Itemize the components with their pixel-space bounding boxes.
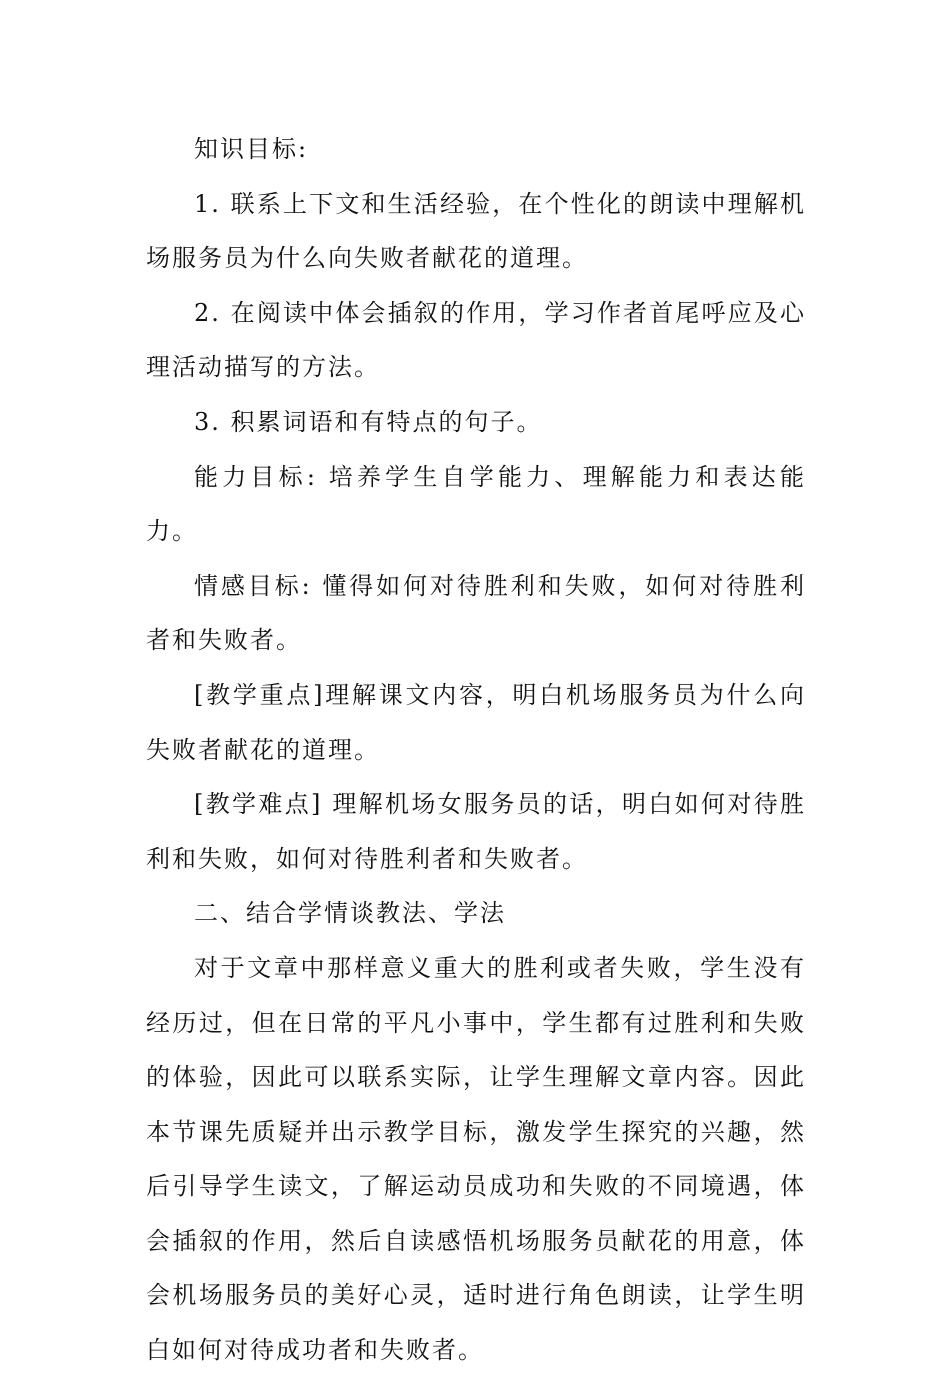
paragraph-teaching-focus: [教学重点]理解课文内容，明白机场服务员为什么向失败者献花的道理。 [146, 680, 806, 764]
paragraph-goal-3: 3. 积累词语和有特点的句子。 [194, 407, 543, 436]
paragraph-methods-body: 对于文章中那样意义重大的胜利或者失败，学生没有经历过，但在日常的平凡小事中，学生都有过胜利和失败的体验，因此可以联系实际，让学生理解文章内容。因此本节课先质疑并出示教学目标，激发学生探究的兴趣，然后引导学生读文，了解运动员成功和失败的不同境遇，体会插叙的作用，然后自读感悟机场服务员献花的用意，体会机场服务员的美好心灵，适时进行角色朗读，让学生明白如何对待成功者和失败者。 [146, 953, 806, 1365]
paragraph-goal-2: 2. 在阅读中体会插叙的作用，学习作者首尾呼应及心理活动描写的方法。 [146, 298, 806, 382]
paragraph-knowledge-goal: 知识目标: [194, 135, 309, 163]
document-page [146, 122, 806, 1378]
paragraph-ability-goal: 能力目标: 培养学生自学能力、理解能力和表达能力。 [146, 462, 806, 546]
section-heading-methods: 二、结合学情谈教法、学法 [194, 899, 506, 928]
paragraph-emotion-goal: 情感目标: 懂得如何对待胜利和失败，如何对待胜利者和失败者。 [146, 571, 806, 655]
paragraph-teaching-difficulty: [教学难点] 理解机场女服务员的话，明白如何对待胜利和失败，如何对待胜利者和失败者。 [146, 790, 806, 873]
paragraph-goal-1: 1. 联系上下文和生活经验，在个性化的朗读中理解机场服务员为什么向失败者献花的道理。 [146, 189, 806, 273]
